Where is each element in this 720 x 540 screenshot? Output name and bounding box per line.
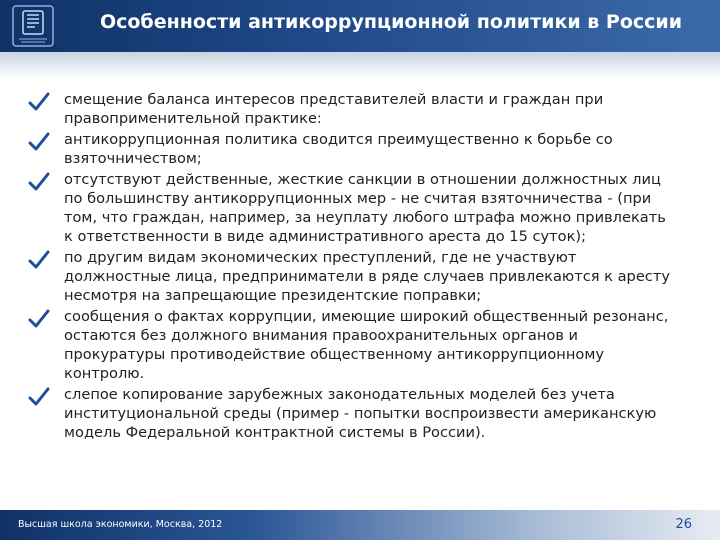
bullet-list	[0, 90, 720, 442]
list-item-text: антикоррупционная политика сводится преимущественно к борьбе со взяточничеством;	[64, 131, 613, 167]
list-item-text: смещение баланса интересов представителей власти и граждан при правоприменительной практике:	[64, 91, 604, 127]
checkmark-icon	[27, 90, 51, 114]
header-shadow-band	[0, 52, 720, 78]
list-item-text: по другим видам экономических преступлений, где не участвуют должностные лица, предприниматели в ряде случаев привлекаются к аресту несмотря на запрещающие президентские поправки;	[64, 249, 670, 304]
checkmark-icon	[27, 385, 51, 409]
logo	[4, 2, 62, 50]
footer-caption: Высшая школа экономики, Москва, 2012	[18, 519, 223, 530]
checkmark-icon	[27, 170, 51, 194]
list-item	[0, 130, 720, 168]
page-title: Особенности антикоррупционной политики в России	[99, 11, 683, 33]
checkmark-icon	[27, 307, 51, 331]
list-item-text: слепое копирование зарубежных законодательных моделей без учета институциональной среды (пример - попытки воспроизвести американскую модель Федеральной контрактной системы в России).	[64, 386, 657, 441]
list-item	[0, 170, 720, 246]
slide-footer	[0, 510, 720, 540]
list-item-text: отсутствуют действенные, жесткие санкции в отношении должностных лиц по большинству антикоррупционных мер - не считая взяточничества - (при том, что граждан, например, за неуплату любого штрафа можно привлекать к ответственности в виде административного ареста до 15 суток);	[64, 171, 666, 245]
list-item	[0, 307, 720, 383]
university-crest-icon	[11, 4, 55, 48]
list-item-text: сообщения о фактах коррупции, имеющие широкий общественный резонанс, остаются без должного внимания правоохранительных органов и прокуратуры противодействие общественному антикоррупционному контролю.	[64, 308, 669, 382]
slide-header	[0, 0, 720, 52]
checkmark-icon	[27, 130, 51, 154]
checkmark-icon	[27, 248, 51, 272]
list-item	[0, 248, 720, 305]
page-number: 26	[675, 517, 692, 532]
list-item	[0, 90, 720, 128]
list-item	[0, 385, 720, 442]
